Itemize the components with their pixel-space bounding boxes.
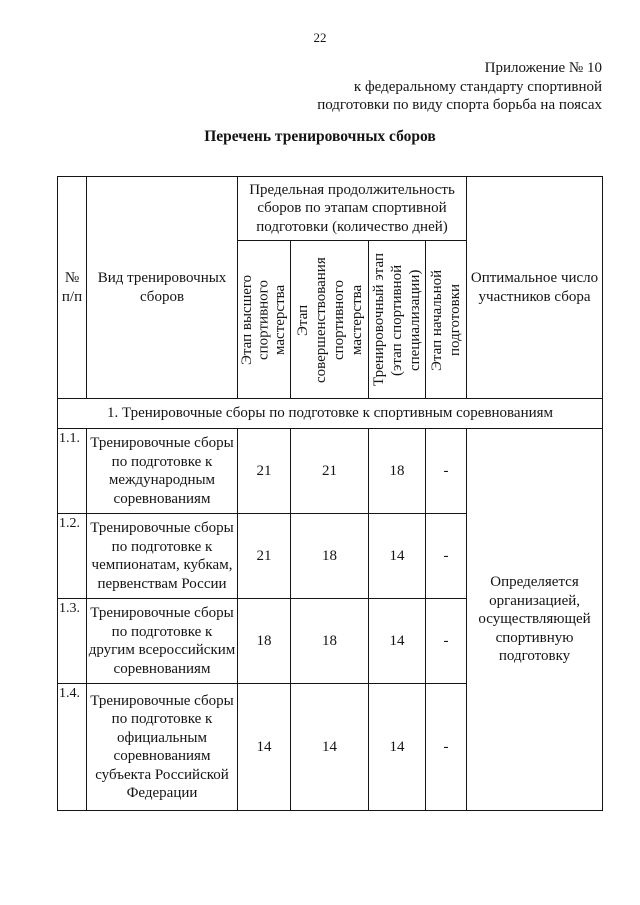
row-camp-name: Тренировочные сборы по подготовке к другим всероссийским соревнованиям [87, 599, 238, 684]
row-value-initial: - [426, 429, 467, 514]
page-number: 22 [313, 30, 327, 45]
row-value-training: 14 [369, 514, 426, 599]
row-value-higher-mastery: 14 [238, 684, 291, 811]
row-value-higher-mastery: 18 [238, 599, 291, 684]
row-value-initial: - [426, 599, 467, 684]
row-value-improvement: 14 [291, 684, 369, 811]
header-number: № п/п [58, 177, 87, 399]
row-number: 1.4. [58, 684, 87, 811]
header-camp-type: Вид тренировочных сборов [87, 177, 238, 399]
appendix-line-number: Приложение № 10 [484, 60, 602, 76]
header-stage-initial [426, 241, 467, 399]
row-value-training: 14 [369, 599, 426, 684]
row-value-improvement: 18 [291, 514, 369, 599]
row-number: 1.2. [58, 514, 87, 599]
appendix-line-sport: подготовки по виду спорта борьба на поясах [317, 97, 602, 113]
table-row [58, 429, 603, 514]
row-camp-name: Тренировочные сборы по подготовке к международным соревнованиям [87, 429, 238, 514]
header-duration-group: Предельная продолжительность сборов по этапам спортивной подготовки (количество дней) [238, 177, 467, 241]
header-stage-higher-mastery [238, 241, 291, 399]
row-value-improvement: 21 [291, 429, 369, 514]
header-row [58, 177, 603, 241]
document-title: Перечень тренировочных сборов [204, 128, 436, 145]
header-stage-training [369, 241, 426, 399]
stage-label: Этап высшего спортивного мастерства [239, 274, 289, 365]
row-camp-name: Тренировочные сборы по подготовке к официальным соревнованиям субъекта Российской Федерации [87, 684, 238, 811]
section-title: 1. Тренировочные сборы по подготовке к спортивным соревнованиям [58, 399, 603, 429]
stage-label: Этап начальной подготовки [429, 268, 464, 371]
row-value-initial: - [426, 514, 467, 599]
row-value-training: 14 [369, 684, 426, 811]
row-number: 1.3. [58, 599, 87, 684]
row-camp-name: Тренировочные сборы по подготовке к чемпионатам, кубкам, первенствам России [87, 514, 238, 599]
row-number: 1.1. [58, 429, 87, 514]
row-value-higher-mastery: 21 [238, 429, 291, 514]
stage-label: Тренировочный этап (этап спортивной специализации) [371, 253, 423, 386]
participants-note: Определяется организацией, осуществляющей спортивную подготовку [467, 429, 603, 811]
header-stage-improvement [291, 241, 369, 399]
header-participants: Оптимальное число участников сбора [467, 177, 603, 399]
section-row [58, 399, 603, 429]
stage-label: Этап совершенствования спортивного мастерства [294, 256, 365, 383]
row-value-improvement: 18 [291, 599, 369, 684]
row-value-higher-mastery: 21 [238, 514, 291, 599]
appendix-header [317, 59, 602, 115]
row-value-training: 18 [369, 429, 426, 514]
row-value-initial: - [426, 684, 467, 811]
appendix-line-standard: к федеральному стандарту спортивной [353, 78, 602, 95]
training-camps-table [57, 176, 603, 811]
